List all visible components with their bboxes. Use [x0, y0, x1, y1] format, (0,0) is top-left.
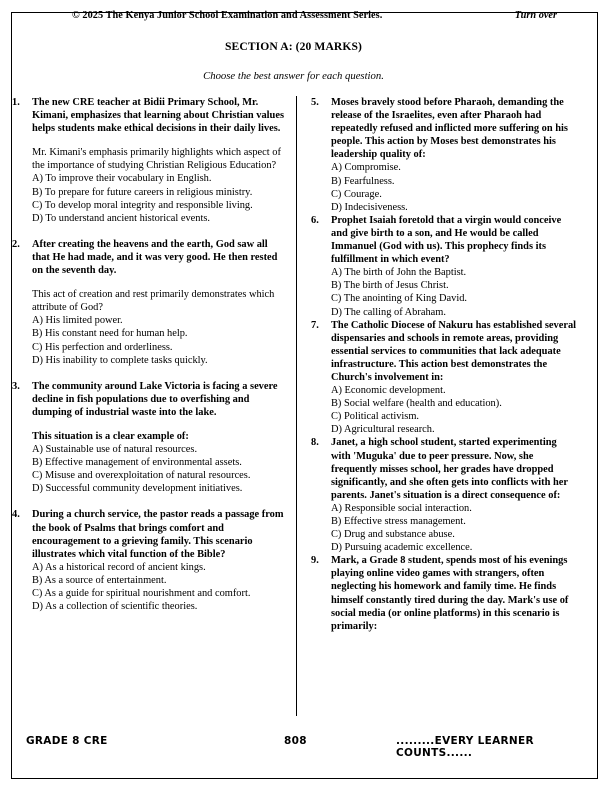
question-item	[311, 436, 577, 554]
option-a[interactable]: A) His limited power.	[32, 315, 123, 327]
turn-over-label: Turn over	[514, 10, 557, 21]
option-d[interactable]: D) The calling of Abraham.	[331, 306, 446, 318]
option-list	[32, 314, 286, 366]
question-stem: Mark, a Grade 8 student, spends most of his evenings playing online video games with strangers, often neglecting his homework and family time. He finds himself constantly tired during the day. Mark's use of social media (or online platforms) in this scenario is primarily:	[331, 555, 569, 632]
copyright-notice: © 2025 The Kenya Junior School Examination and Assessment Series.	[72, 10, 383, 21]
option-c[interactable]: C) Drug and substance abuse.	[331, 529, 455, 541]
question-item	[311, 96, 577, 214]
question-stem: After creating the heavens and the earth, God saw all that He had made, and it was very good. He then rested on the seventh day.	[32, 238, 278, 277]
question-item	[12, 96, 286, 225]
option-a[interactable]: A) Sustainable use of natural resources.	[32, 444, 198, 456]
option-d[interactable]: D) As a collection of scientific theories.	[32, 601, 198, 613]
footer-subject-label: GRADE 8 CRE	[26, 735, 108, 747]
question-number: 3.	[12, 380, 20, 392]
question-number: 2.	[12, 238, 20, 250]
footer-slogan: .........EVERY LEARNER COUNTS......	[396, 735, 534, 759]
question-stem: The Catholic Diocese of Nakuru has established several dispensaries and schools in remote areas, providing essential services to communities that lack adequate infrastructure. This action best demonstrates the Church's involvement in:	[331, 319, 577, 383]
option-d[interactable]: D) Successful community development initiatives.	[32, 483, 243, 495]
section-title: SECTION A: (20 MARKS)	[224, 40, 363, 53]
option-list	[331, 502, 577, 554]
question-stem: Prophet Isaiah foretold that a virgin would conceive and give birth to a son, and He would be called Immanuel (God with us). This prophecy finds its fulfillment in which event?	[331, 214, 562, 266]
option-b[interactable]: B) Effective stress management.	[331, 516, 466, 527]
option-c[interactable]: C) To develop moral integrity and responsible living.	[32, 199, 253, 211]
option-c[interactable]: C) Courage.	[331, 188, 382, 200]
question-lead: This act of creation and rest primarily demonstrates which attribute of God?	[32, 289, 275, 314]
option-d[interactable]: D) His inability to complete tasks quickly.	[32, 354, 208, 366]
option-c[interactable]: C) The anointing of King David.	[331, 293, 468, 305]
question-lead: This situation is a clear example of:	[32, 430, 189, 442]
question-column-right	[296, 96, 587, 716]
option-c[interactable]: C) Political activism.	[331, 411, 420, 423]
option-b[interactable]: B) As a source of entertainment.	[32, 574, 167, 586]
footer-page-number: 808	[284, 735, 307, 747]
option-list	[331, 266, 577, 318]
option-d[interactable]: D) To understand ancient historical events.	[32, 212, 210, 224]
option-a[interactable]: A) As a historical record of ancient kings.	[32, 561, 206, 573]
page-header	[12, 10, 575, 21]
section-instruction: Choose the best answer for each question.	[203, 70, 384, 82]
option-a[interactable]: A) Compromise.	[331, 162, 401, 174]
question-lead: Mr. Kimani's emphasis primarily highlights which aspect of the importance of studying Christian Religious Education?	[32, 147, 281, 172]
question-stem: The new CRE teacher at Bidii Primary School, Mr. Kimani, emphasizes that learning about Christian values helps students make ethical decisions in their daily lives.	[32, 97, 284, 135]
option-b[interactable]: B) Social welfare (health and education).	[331, 398, 502, 410]
option-list	[32, 172, 286, 224]
option-c[interactable]: C) His perfection and orderliness.	[32, 341, 173, 353]
question-item	[12, 238, 286, 367]
option-list	[331, 384, 577, 436]
option-d[interactable]: D) Indecisiveness.	[331, 201, 408, 213]
option-b[interactable]: B) His constant need for human help.	[32, 328, 188, 340]
question-number: 1.	[12, 97, 20, 108]
question-number: 6.	[311, 214, 319, 226]
question-number: 4.	[12, 509, 20, 521]
question-gap	[12, 495, 286, 508]
question-columns	[0, 96, 587, 716]
option-a[interactable]: A) The birth of John the Baptist.	[331, 267, 467, 279]
option-list	[32, 561, 286, 613]
question-item	[311, 214, 577, 319]
option-c[interactable]: C) Misuse and overexploitation of natural resources.	[32, 470, 251, 482]
question-column-left	[0, 96, 296, 716]
option-a[interactable]: A) Economic development.	[331, 385, 446, 397]
page-footer	[12, 735, 575, 759]
question-gap	[12, 367, 286, 380]
option-list	[32, 443, 286, 495]
question-stem: The community around Lake Victoria is facing a severe decline in fish populations due to overfishing and dumping of industrial waste into the lake.	[32, 380, 278, 418]
question-item	[311, 554, 577, 633]
question-number: 9.	[311, 555, 319, 567]
option-d[interactable]: D) Pursuing academic excellence.	[331, 542, 473, 554]
question-number: 8.	[311, 437, 319, 449]
question-number: 5.	[311, 97, 319, 108]
option-c[interactable]: C) As a guide for spiritual nourishment and comfort.	[32, 588, 251, 599]
option-a[interactable]: A) To improve their vocabulary in English.	[32, 173, 212, 185]
option-b[interactable]: B) Effective management of environmental assets.	[32, 457, 242, 469]
option-b[interactable]: B) The birth of Jesus Christ.	[331, 280, 449, 292]
option-b[interactable]: B) To prepare for future careers in religious ministry.	[32, 186, 253, 198]
question-item	[12, 508, 286, 613]
question-gap	[12, 225, 286, 238]
option-a[interactable]: A) Responsible social interaction.	[331, 502, 472, 514]
question-item	[12, 380, 286, 496]
option-b[interactable]: B) Fearfulness.	[331, 175, 395, 187]
question-stem: Janet, a high school student, started experimenting with 'Muguka' due to peer pressure. Now, she frequently misses school, her grades have dropped significantly, and she often gets into conflicts with her parents. Janet's situation is a direct consequence of:	[331, 437, 568, 501]
question-number: 7.	[311, 319, 319, 331]
option-list	[331, 161, 577, 213]
question-item	[311, 319, 577, 437]
option-d[interactable]: D) Agricultural research.	[331, 424, 435, 436]
question-stem: Moses bravely stood before Pharaoh, demanding the release of the Israelites, even after Pharaoh had repeatedly refused and inflicted more suffering on his people. This action by Moses best demonstrates his leadership quality of:	[331, 97, 568, 161]
question-stem: During a church service, the pastor reads a passage from the book of Psalms that brings comfort and encouragement to a grieving family. This scenario illustrates which vital function of the Bible?	[32, 509, 284, 560]
